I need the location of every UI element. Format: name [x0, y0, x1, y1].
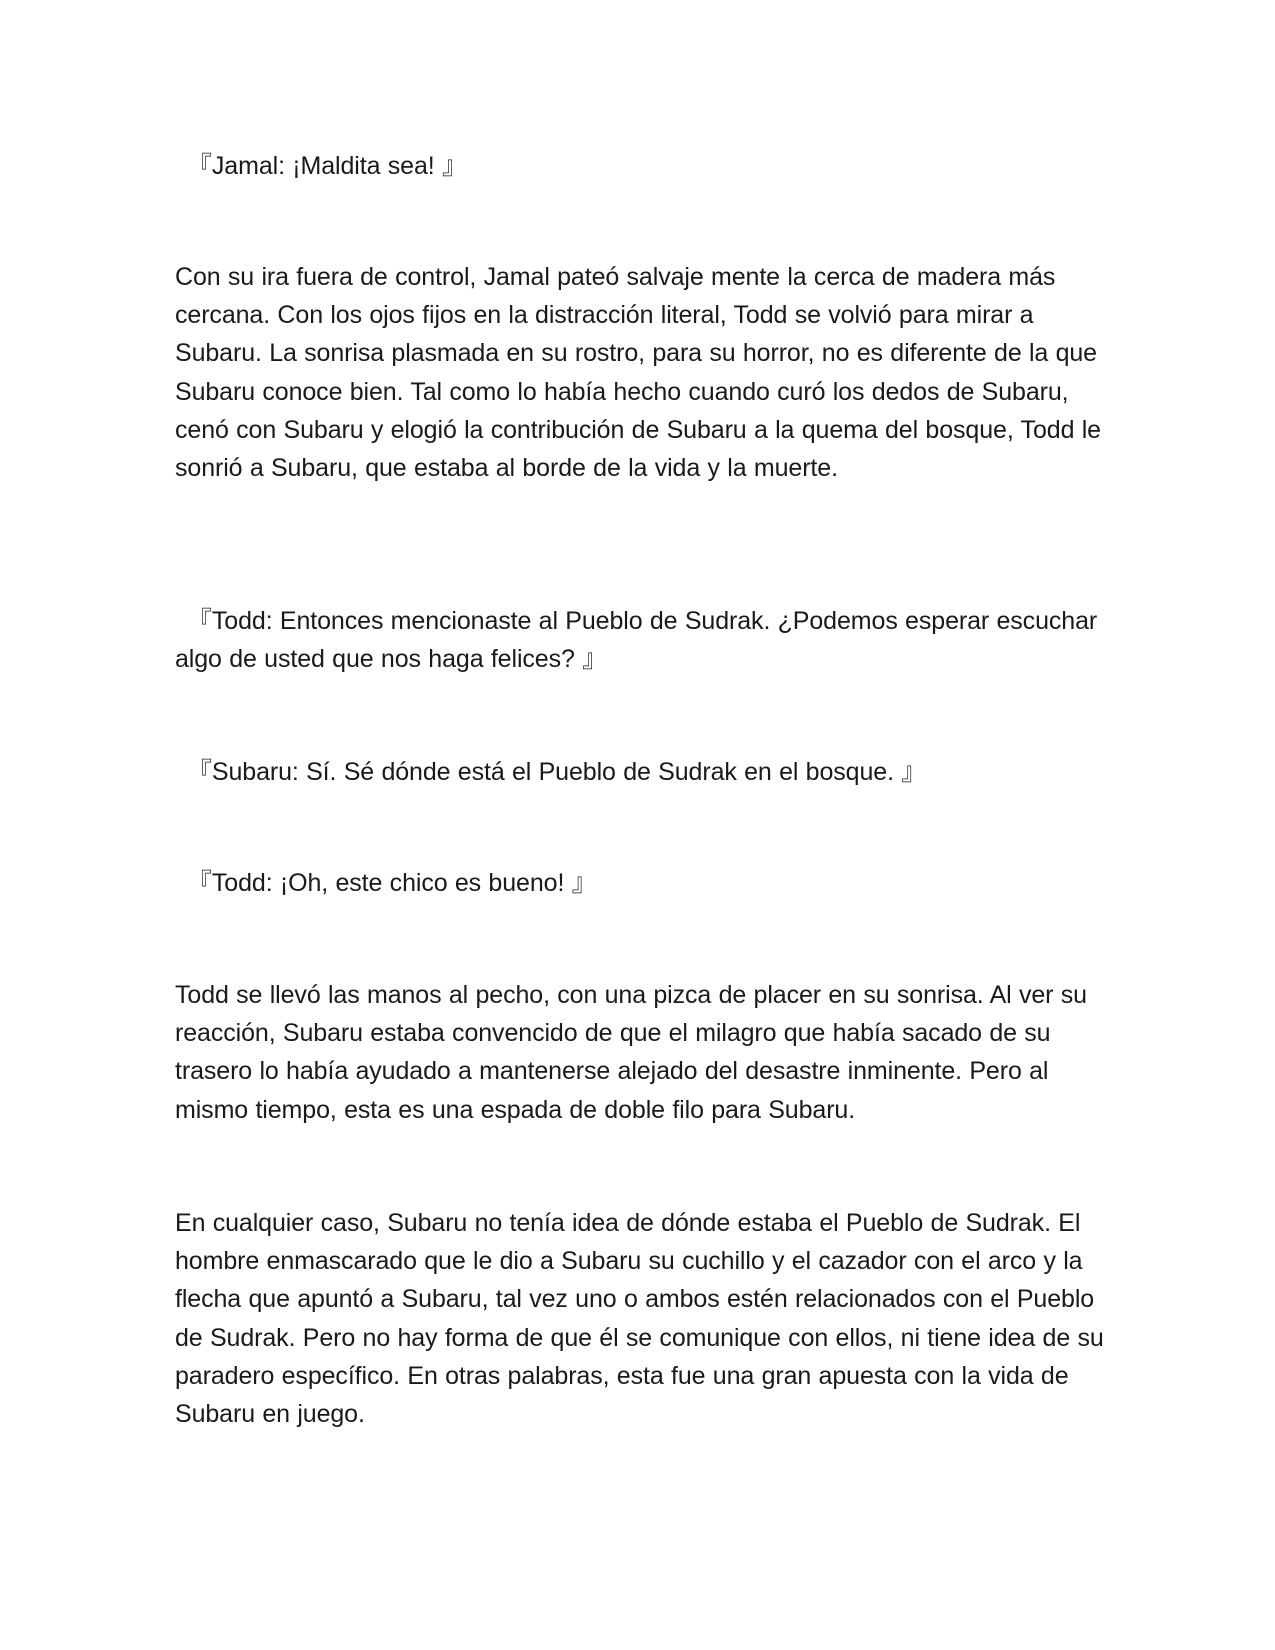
narration-paragraph-1: Con su ira fuera de control, Jamal pateó salvaje mente la cerca de madera más cercana. Con los ojos fijos en la distracción literal, Todd se volvió para mirar a Subaru. La sonrisa plasmada en su rostro, para su horror, no es diferente de la que Subaru conoce bien. Tal como lo había hecho cuando curó los dedos de Subaru, cenó con Subaru y elogió la contribución de Subaru a la quema del bosque, Todd le sonrió a Subaru, que estaba al borde de la vida y la muerte. [175, 263, 1101, 483]
dialogue-jamal: 『Jamal: ¡Maldita sea! 』 [187, 152, 467, 180]
dialogue-subaru: 『Subaru: Sí. Sé dónde está el Pueblo de Sudrak en el bosque. 』 [187, 758, 927, 786]
narration-paragraph-2: Todd se llevó las manos al pecho, con una pizca de placer en su sonrisa. Al ver su reacción, Subaru estaba convencido de que el milagro que había sacado de su trasero lo había ayudado a mantenerse alejado del desastre inminente. Pero al mismo tiempo, esta es una espada de doble filo para Subaru. [175, 981, 1087, 1124]
dialogue-todd-2: 『Todd: ¡Oh, este chico es bueno! 』 [187, 869, 597, 897]
dialogue-todd-1: 『Todd: Entonces mencionaste al Pueblo de Sudrak. ¿Podemos esperar escuchar algo de usted que nos haga felices? 』 [175, 607, 1098, 674]
narration-paragraph-3: En cualquier caso, Subaru no tenía idea de dónde estaba el Pueblo de Sudrak. El hombre enmascarado que le dio a Subaru su cuchillo y el cazador con el arco y la flecha que apuntó a Subaru, tal vez uno o ambos estén relacionados con el Pueblo de Sudrak. Pero no hay forma de que él se comunique con ellos, ni tiene idea de su paradero específico. En otras palabras, esta fue una gran apuesta con la vida de Subaru en juego. [175, 1209, 1104, 1429]
